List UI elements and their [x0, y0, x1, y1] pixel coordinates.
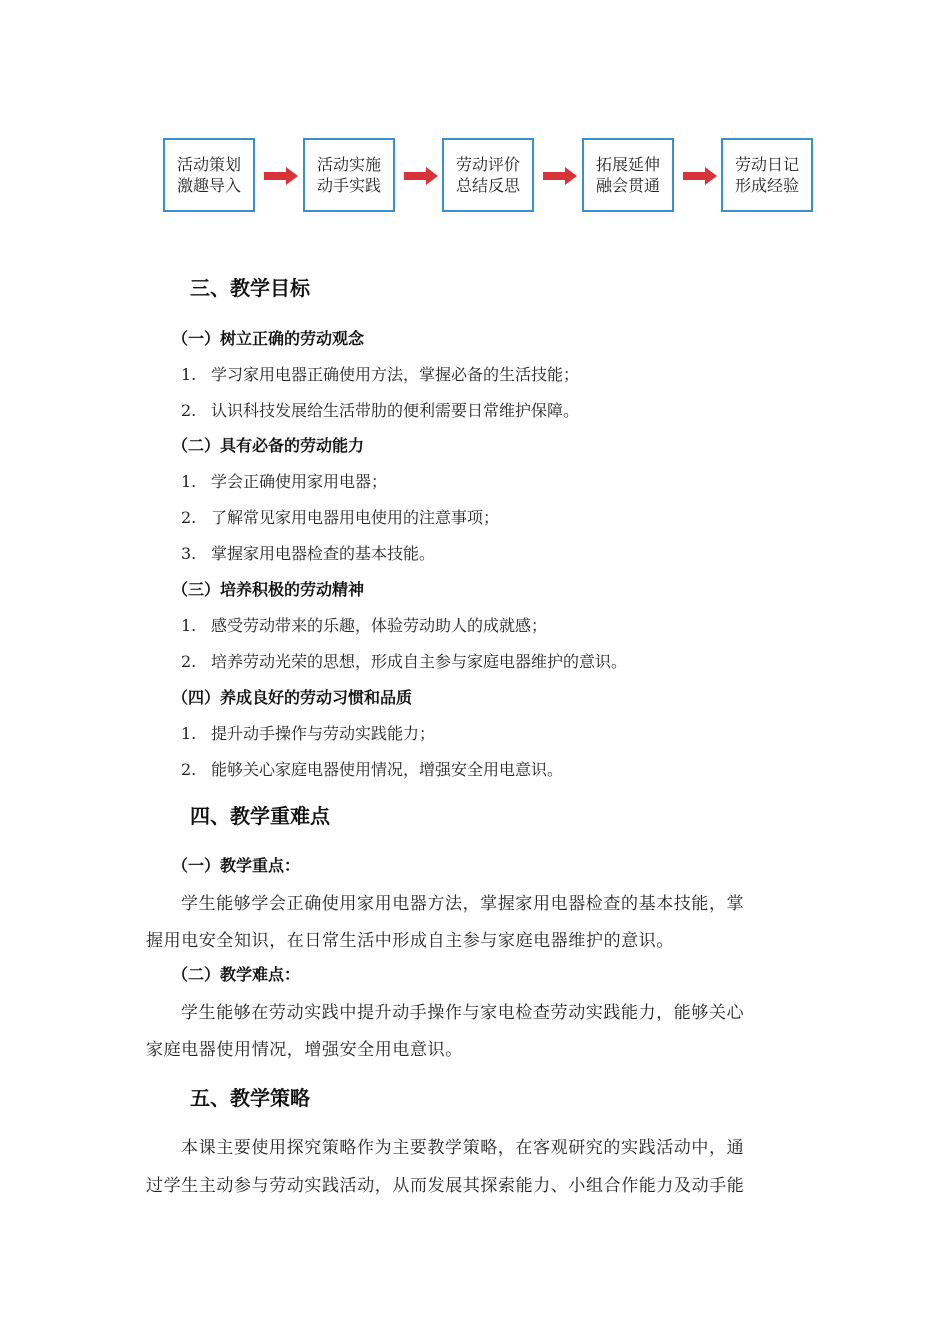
list-item	[181, 505, 499, 528]
list-item	[181, 541, 435, 564]
paragraph-line: 学生能够学会正确使用家用电器方法，掌握家用电器检查的基本技能，掌	[181, 894, 745, 914]
flow-step-5	[721, 138, 813, 212]
flow-step-4-line1: 拓展延伸	[595, 155, 660, 174]
section-4-sub1-heading: （一）教学重点：	[172, 856, 301, 875]
flow-step-2-line2: 动手实践	[316, 176, 381, 195]
flow-step-2	[303, 138, 395, 212]
list-item	[181, 398, 579, 421]
section-3-sub2-heading: （二）具有必备的劳动能力	[172, 436, 365, 455]
item-text: 能够关心家庭电器使用情况，增强安全用电意识。	[211, 760, 564, 779]
item-text: 感受劳动带来的乐趣，体验劳动助人的成就感；	[211, 616, 548, 635]
section-4-heading: 四、教学重难点	[190, 804, 330, 828]
flow-step-5-line1: 劳动日记	[734, 155, 799, 174]
section-3-heading: 三、教学目标	[190, 276, 310, 300]
section-4-sub2-heading: （二）教学难点：	[172, 965, 301, 984]
item-text: 学会正确使用家用电器；	[211, 472, 388, 491]
process-flow-diagram	[163, 138, 816, 216]
list-item	[181, 757, 563, 780]
flow-step-4	[582, 138, 674, 212]
item-number: 1.	[181, 365, 197, 384]
item-number: 1.	[181, 472, 197, 491]
item-number: 2.	[181, 652, 197, 671]
item-text: 认识科技发展给生活带肋的便利需要日常维护保障。	[211, 401, 580, 420]
section-5-heading: 五、教学策略	[190, 1086, 310, 1110]
section-3-sub1-heading: （一）树立正确的劳动观念	[172, 329, 365, 348]
item-number: 2.	[181, 508, 197, 527]
flow-step-1-line2: 激趣导入	[176, 176, 241, 195]
list-item	[181, 721, 435, 744]
paragraph-line: 过学生主动参与劳动实践活动，从而发展其探索能力、小组合作能力及动手能	[146, 1176, 745, 1196]
item-text: 了解常见家用电器用电使用的注意事项；	[211, 508, 500, 527]
flow-arrow-icon	[404, 167, 438, 185]
flow-step-1	[163, 138, 255, 212]
flow-step-3-line1: 劳动评价	[455, 155, 520, 174]
list-item	[181, 469, 387, 492]
flow-step-1-line1: 活动策划	[176, 155, 241, 174]
flow-step-3-line2: 总结反思	[455, 176, 520, 195]
item-number: 2.	[181, 401, 197, 420]
flow-step-5-line2: 形成经验	[734, 176, 799, 195]
item-number: 2.	[181, 760, 197, 779]
item-text: 掌握家用电器检查的基本技能。	[211, 544, 436, 563]
paragraph-line: 本课主要使用探究策略作为主要教学策略，在客观研究的实践活动中，通	[181, 1138, 745, 1158]
item-text: 学习家用电器正确使用方法，掌握必备的生活技能；	[211, 365, 580, 384]
paragraph-line: 握用电安全知识，在日常生活中形成自主参与家庭电器维护的意识。	[146, 931, 674, 951]
item-number: 1.	[181, 616, 197, 635]
list-item	[181, 362, 579, 385]
item-text: 培养劳动光荣的思想，形成自主参与家庭电器维护的意识。	[211, 652, 628, 671]
flow-step-3	[442, 138, 534, 212]
flow-step-4-line2: 融会贯通	[595, 176, 660, 195]
paragraph-line: 学生能够在劳动实践中提升动手操作与家电检查劳动实践能力，能够关心	[181, 1003, 745, 1023]
paragraph-line: 家庭电器使用情况，增强安全用电意识。	[146, 1040, 463, 1060]
item-number: 3.	[181, 544, 197, 563]
section-3-sub3-heading: （三）培养积极的劳动精神	[172, 580, 365, 599]
section-3-sub4-heading: （四）养成良好的劳动习惯和品质	[172, 688, 413, 707]
flow-arrow-icon	[683, 167, 717, 185]
list-item	[181, 649, 627, 672]
list-item	[181, 613, 547, 636]
flow-step-2-line1: 活动实施	[316, 155, 381, 174]
item-number: 1.	[181, 724, 197, 743]
item-text: 提升动手操作与劳动实践能力；	[211, 724, 436, 743]
flow-arrow-icon	[543, 167, 577, 185]
flow-arrow-icon	[264, 167, 298, 185]
